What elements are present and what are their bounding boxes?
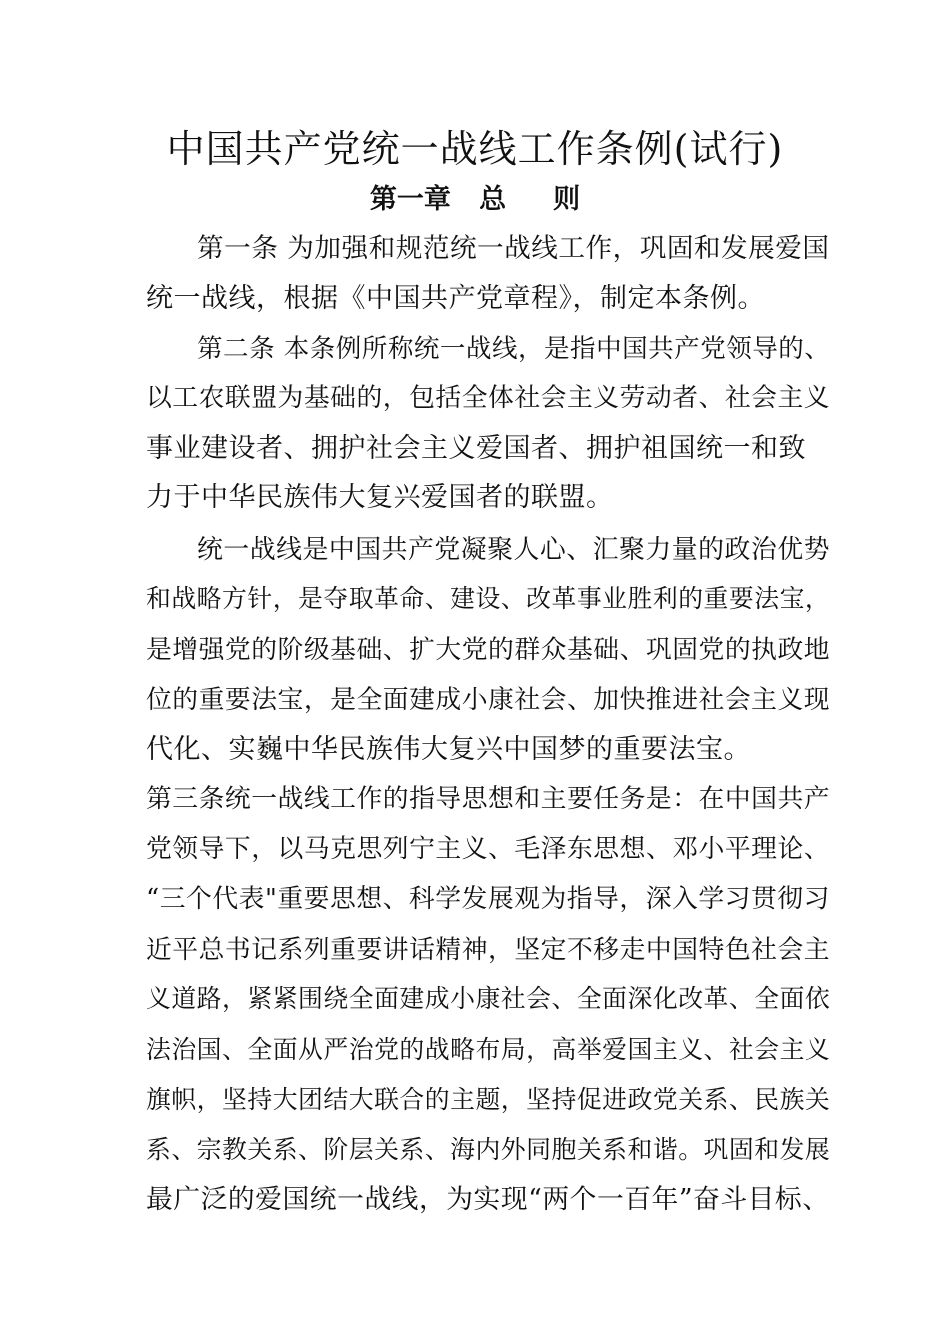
document-title: 中国共产党统一战线工作条例(试行): [166, 127, 784, 171]
text-line: 义道路，紧紧围绕全面建成小康社会、全面深化改革、全面依: [146, 984, 831, 1013]
text-line: 第三条统一战线工作的指导思想和主要任务是：在中国共产: [146, 784, 831, 814]
text-line: 旗帜，坚持大团结大联合的主题，坚持促进政党关系、民族关: [146, 1085, 831, 1114]
text-line: 第二条 本条例所称统一战线，是指中国共产党领导的、: [197, 334, 831, 364]
text-line: 统一战线是中国共产党凝聚人心、汇聚力量的政治优势: [197, 535, 831, 565]
chapter-title: 第一章 总 则: [369, 184, 581, 215]
text-line: “三个代表"重要思想、科学发展观为指导，深入学习贯彻习: [146, 884, 830, 914]
text-line: 代化、实巍中华民族伟大复兴中国梦的重要法宝。: [146, 734, 751, 765]
text-line: 党领导下，以马克思列宁主义、毛泽东思想、邓小平理论、: [146, 834, 831, 864]
text-line: 事业建设者、拥护社会主义爱国者、拥护祖国统一和致: [146, 433, 806, 464]
text-line: 和战略方针，是夺取革命、建设、改革事业胜利的重要法宝，: [146, 584, 831, 613]
text-line: 位的重要法宝，是全面建成小康社会、加快推进社会主义现: [146, 685, 831, 715]
text-line: 法治国、全面从严治党的战略布局，高举爱国主义、社会主义: [146, 1035, 831, 1064]
text-line: 力于中华民族伟大复兴爱国者的联盟。: [146, 482, 614, 513]
text-line: 以工农联盟为基础的，包括全体社会主义劳动者、社会主义: [146, 383, 831, 413]
text-line: 近平总书记系列重要讲话精神，坚定不移走中国特色社会主: [146, 935, 831, 965]
text-line: 最广泛的爱国统一战线，为实现“两个一百年”奋斗目标、: [146, 1184, 830, 1215]
text-line: 第一条 为加强和规范统一战线工作，巩固和发展爱国: [197, 233, 830, 264]
text-line: 统一战线，根据《中国共产党章程》，制定本条例。: [146, 283, 765, 314]
text-line: 系、宗教关系、阶层关系、海内外同胞关系和谐。巩固和发展: [146, 1135, 831, 1164]
text-line: 是增强党的阶级基础、扩大党的群众基础、巩固党的执政地: [146, 635, 831, 665]
